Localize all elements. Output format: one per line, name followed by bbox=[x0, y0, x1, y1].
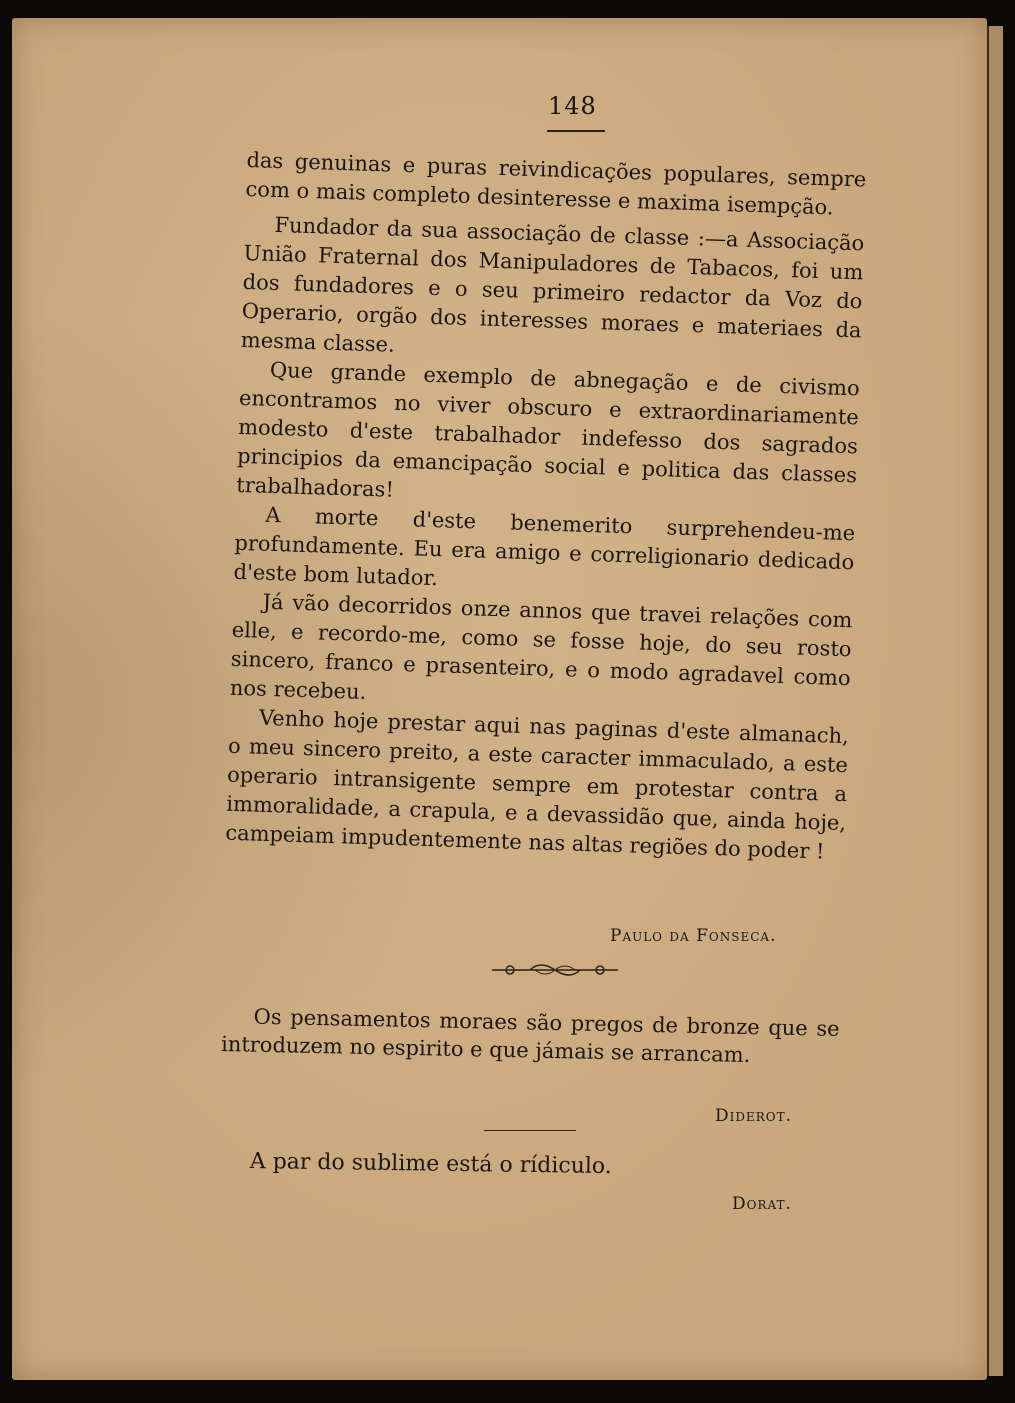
paragraph: Venho hoje prestar aqui nas paginas d'este almanach, o meu sincero preito, a este caracter immaculado, a este operario intransigente sempre em protestar contra a immoralidade, a crapula, e a devassidão que, ainda hoje, campeiam impudentemente nas altas regiões do poder ! bbox=[225, 705, 850, 864]
separator-rule bbox=[484, 1130, 576, 1131]
page-edge bbox=[987, 26, 1003, 1376]
article-body bbox=[225, 146, 867, 867]
paragraph: das genuinas e puras reivindicações populares, sempre com o mais completo desinteresse e maxima isempção. bbox=[245, 147, 867, 220]
quote-author: Dorat. bbox=[732, 1194, 792, 1214]
quote-text: Os pensamentos moraes são pregos de bronze que se introduzem no espirito e que jámais se arrancam. bbox=[220, 1004, 840, 1068]
quote-text: A par do sublime está o rídiculo. bbox=[249, 1148, 612, 1180]
page-number: 148 bbox=[548, 92, 597, 120]
paragraph: Já vão decorridos onze annos que travei relações com elle, e recordo-me, como se fosse hoje, do seu rosto sincero, franco e prasenteiro, e o modo agradavel como nos recebeu. bbox=[229, 589, 853, 705]
paragraph: Que grande exemplo de abnegação e de civismo encontramos no viver obscuro e extraordinariamente modesto d'este trabalhador indefesso dos sagrados principios da emancipação social e politica das classes trabalhadoras! bbox=[235, 357, 861, 502]
signature-author: Paulo da Fonseca. bbox=[610, 926, 777, 946]
paragraph: Fundador da sua associação de classe :—a Associação União Fraternal dos Manipuladores de Tabacos, foi um dos fundadores e o seu primeiro redactor da Voz do Operario, orgão dos interesses moraes e materiaes da mesma classe. bbox=[240, 212, 865, 357]
page-number-rule bbox=[547, 130, 605, 132]
quote-author: Diderot. bbox=[715, 1106, 793, 1126]
ornament-divider bbox=[490, 958, 620, 982]
paragraph: A morte d'este benemerito surprehendeu-me profundamente. Eu era amigo e correligionario dedicado d'este bom lutador. bbox=[233, 502, 856, 591]
